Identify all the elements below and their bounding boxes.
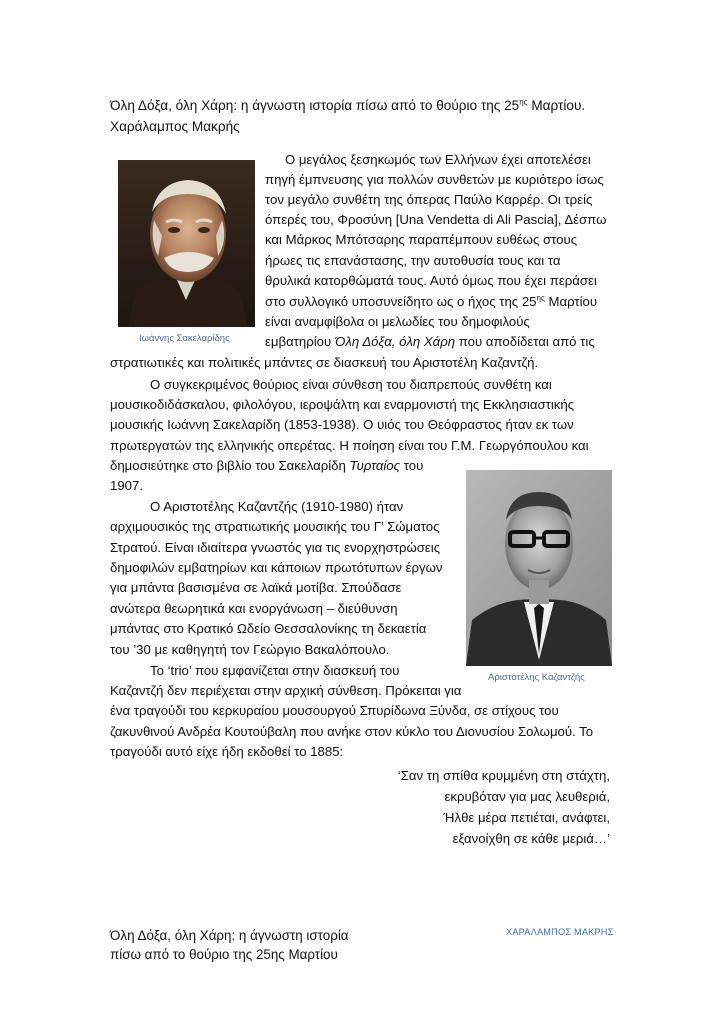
text-line: Ο συγκεκριμένος θούριος είναι σύνθεση του διαπρεπούς συνθέτη και xyxy=(150,377,552,392)
march-title-italic: Όλη Δόξα, όλη Χάρη xyxy=(334,334,456,349)
caption-sakellaridis: Ιωάννης Σακελαρίδης xyxy=(139,333,230,344)
text-line: ζακυνθινού Ανδρέα Κουτούβαλη που ανήκε στον κύκλο του Διονυσίου Σολωμού. Το xyxy=(110,724,594,739)
article-author: Χαράλαμπος Μακρής xyxy=(110,119,240,134)
footer-title-line: Όλη Δόξα, όλη Χάρη: η άγνωστη ιστορία xyxy=(110,928,349,943)
poem-line: ‘Σαν τη σπίθα κρυμμένη στη στάχτη, xyxy=(397,768,610,783)
article-header xyxy=(110,95,630,137)
text-line: για μπάντα βασισμένα σε λαϊκά μοτίβα. Σπούδασε xyxy=(110,580,402,595)
text-line: του ’30 με καθηγητή τον Γεώργιο Βακαλόπουλο. xyxy=(110,642,390,657)
text-line: 1907. xyxy=(110,478,144,493)
text-line: Ο Αριστοτέλης Καζαντζής (1910-1980) ήταν xyxy=(150,499,404,514)
text-line: μουσικής Ιωάννη Σακελαρίδη (1853-1938). Ο υιός του Θεόφραστος ήταν εκ των xyxy=(110,417,574,432)
book-title-italic: Τυρταίος xyxy=(349,458,401,473)
caption-kazantzis: Αριστοτέλης Καζαντζής xyxy=(488,672,585,683)
text-line: δημοσιεύτηκε στο βιβλίο του Σακελαρίδη Τυρταίος του xyxy=(110,458,424,473)
text-line: Καζαντζή δεν περιέχεται στην αρχική σύνθεση. Πρόκειται για xyxy=(110,683,462,698)
footer-title-line: πίσω από το θούριο της 25ης Μαρτίου xyxy=(110,947,338,962)
text-line: αρχιμουσικός της στρατιωτικής μουσικής του Γ’ Σώματος xyxy=(110,519,440,534)
text-line: τον μεγάλο συνθέτη της όπερας Παύλο Καρρέρ. Οι τρείς xyxy=(265,192,593,207)
footer-author: ΧΑΡΑΛΑΜΠΟΣ ΜΑΚΡΗΣ xyxy=(506,927,614,937)
text-line: πηγή έμπνευσης για πολλών συνθετών με κυριότερο ίσως xyxy=(265,172,604,187)
text-line: Στρατού. Είναι ιδιαίτερα γνωστός για τις ενορχηστρώσεις xyxy=(110,540,441,555)
text-line: ένα τραγούδι του κερκυραίου μουσουργού Σπυρίδωνα Ξύνδα, σε στίχους του xyxy=(110,703,559,718)
text-line: πρωτεργατών της ελληνικής οπερέτας. Η ποίηση είναι του Γ.Μ. Γεωργόπουλου και xyxy=(110,438,589,453)
text-line: ήρωες τις επανάστασης, την αυτοθυσία τους και τα xyxy=(265,253,561,268)
portrait-sakellaridis xyxy=(118,160,255,327)
page-footer xyxy=(110,926,349,964)
text-line: εμβατηρίου Όλη Δόξα, όλη Χάρη που αποδίδεται από τις xyxy=(265,334,595,349)
text-line: ανώτερα θεωρητικά και ενοργάνωση – διεύθυνση xyxy=(110,601,398,616)
text-line: Ο μεγάλος ξεσηκωμός των Ελλήνων έχει αποτελέσει xyxy=(285,152,591,167)
text-line: και Μάρκος Μπότσαρης παραπέμπουν ευθέως στους xyxy=(265,232,578,247)
text-line: δημοφιλών εμβατηρίων και κάποιων πρωτότυπων έργων xyxy=(110,560,443,575)
poem-line: εκρυβόταν για μας λευθεριά, xyxy=(444,789,610,804)
text-line: τραγούδι αυτό είχε ήδη εκδοθεί το 1885: xyxy=(110,744,344,759)
portrait-kazantzis xyxy=(466,470,612,666)
article-title: Όλη Δόξα, όλη Χάρη: η άγνωστη ιστορία πίσω από το θούριο της $25^{\eta\varsigma}$ Μαρτίου. xyxy=(110,97,586,113)
text-line: όπερές του, Φροσύνη [Una Vendetta di Ali Pascia], Δέσπω xyxy=(265,212,607,227)
text-line: είναι αναμφίβολα οι μελωδίες του δημοφιλούς xyxy=(265,314,530,329)
text-line: στρατιωτικές και πολιτικές μπάντες σε διασκευή του Αριστοτέλη Καζαντζή. xyxy=(110,355,539,370)
text-line: θρυλικά κατορθώματά τους. Αυτό όμως που έχει περάσει xyxy=(265,273,597,288)
text-line: Το ‘trio’ που εμφανίζεται στην διασκευή του xyxy=(150,663,400,678)
text-line: μουσικοδιδάσκαλου, φιλολόγου, ιεροψάλτη και εναρμονιστή της Εκκλησιαστικής xyxy=(110,397,575,412)
text-line: στο συλλογικό υποσυνείδητο ως ο ήχος της $25^{\eta\varsigma}$ Μαρτίου xyxy=(265,293,598,309)
poem-line: εξανοίχθη σε κάθε μεριά…’ xyxy=(452,831,610,846)
poem-line: Ήλθε μέρα πετιέται, ανάφτει, xyxy=(443,810,610,825)
text-line: μπάντας στο Κρατικό Ωδείο Θεσσαλονίκης τη δεκαετία xyxy=(110,621,427,636)
title-superscript: ης xyxy=(519,97,528,107)
